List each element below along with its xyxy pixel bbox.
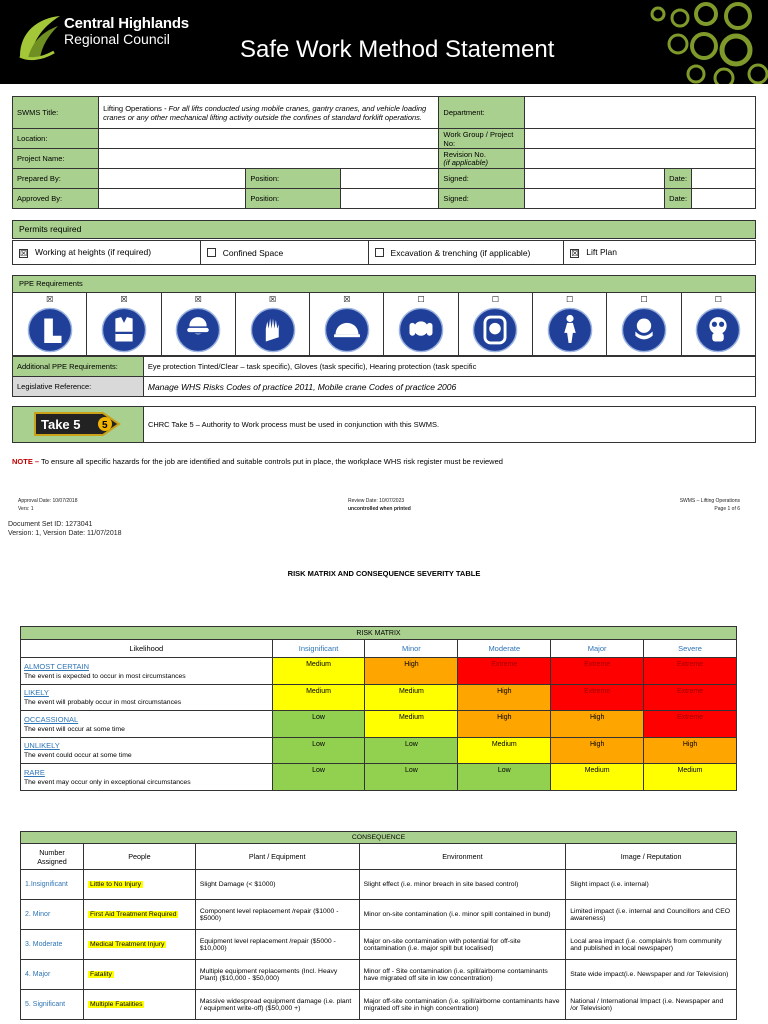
table-row bbox=[21, 960, 737, 990]
risk-rating-cell: High bbox=[458, 684, 551, 711]
additional-ppe-value: Eye protection Tinted/Clear – task specific), Gloves (task specific), Hearing protection (task specific bbox=[143, 357, 755, 377]
likelihood-name[interactable]: ALMOST CERTAIN bbox=[24, 661, 90, 671]
risk-rating-cell: Low bbox=[272, 737, 365, 764]
take5-logo bbox=[13, 407, 144, 443]
risk-rating-cell: High bbox=[551, 711, 644, 738]
location-label: Location: bbox=[13, 129, 99, 149]
likelihood-cell bbox=[21, 764, 273, 791]
hard-hat-icon bbox=[310, 307, 383, 353]
people-impact: Fatality bbox=[83, 960, 195, 990]
risk-rating-cell: Extreme bbox=[644, 684, 737, 711]
likelihood-cell bbox=[21, 711, 273, 738]
permit-item[interactable]: Excavation & trenching (if applicable) bbox=[368, 241, 564, 265]
risk-rating-cell: High bbox=[365, 658, 458, 685]
people-impact: Medical Treatment Injury bbox=[83, 930, 195, 960]
ppe-item[interactable] bbox=[607, 293, 681, 356]
page-title: Safe Work Method Statement bbox=[240, 36, 555, 63]
table-row bbox=[21, 737, 737, 764]
consequence-column-header: Insignificant bbox=[272, 640, 365, 658]
footer-review: Review Date: 10/07/2023 bbox=[348, 498, 405, 504]
consequence-column-header: People bbox=[83, 844, 195, 870]
risk-rating-cell: Extreme bbox=[458, 658, 551, 685]
people-impact: Little to No Injury bbox=[83, 870, 195, 900]
take5-text: CHRC Take 5 – Authority to Work process must be used in conjunction with this SWMS. bbox=[143, 407, 755, 443]
permit-item[interactable]: ☒ Lift Plan bbox=[564, 241, 756, 265]
prepared-by-field[interactable] bbox=[99, 169, 246, 189]
ppe-table bbox=[12, 292, 756, 356]
risk-rating-cell: Medium bbox=[365, 684, 458, 711]
signed-label: Signed: bbox=[439, 169, 524, 189]
people-impact: Multiple Fatalities bbox=[83, 990, 195, 1020]
consequence-table bbox=[20, 831, 737, 1020]
table-row bbox=[21, 930, 737, 960]
consequence-heading: CONSEQUENCE bbox=[21, 832, 737, 844]
ppe-item[interactable] bbox=[87, 293, 161, 356]
permits-table bbox=[12, 240, 756, 265]
risk-rating-cell: Low bbox=[458, 764, 551, 791]
council-name-line2: Regional Council bbox=[64, 31, 170, 47]
checkbox-icon[interactable]: ☒ bbox=[46, 295, 54, 304]
consequence-column-header: Major bbox=[551, 640, 644, 658]
document-header bbox=[0, 0, 768, 84]
signed-field[interactable] bbox=[524, 169, 664, 189]
permit-item[interactable]: ☒ Working at heights (if required) bbox=[13, 241, 201, 265]
reputation-impact: Limited impact (i.e. internal and Councillors and CEO awareness) bbox=[566, 900, 737, 930]
take5-table bbox=[12, 406, 756, 443]
environment-impact: Slight effect (i.e. minor breach in site based control) bbox=[359, 870, 566, 900]
footer-page: Page 1 of 6 bbox=[714, 506, 740, 512]
risk-matrix-heading: RISK MATRIX bbox=[21, 627, 737, 640]
dust-mask-icon bbox=[607, 307, 680, 353]
table-row bbox=[21, 684, 737, 711]
risk-rating-cell: Medium bbox=[365, 711, 458, 738]
ppe-item[interactable] bbox=[681, 293, 755, 356]
likelihood-description: The event may occur only in exceptional circumstances bbox=[24, 778, 191, 786]
footer-version: Vers: 1 bbox=[18, 506, 34, 512]
revision-label: Revision No. (if applicable) bbox=[439, 149, 524, 169]
project-name-field[interactable] bbox=[99, 149, 439, 169]
gloves-icon bbox=[236, 307, 309, 353]
plant-impact: Component level replacement /repair ($1000 - $5000) bbox=[195, 900, 359, 930]
plant-impact: Equipment level replacement /repair ($5000 - $10,000) bbox=[195, 930, 359, 960]
position-label: Position: bbox=[246, 189, 341, 209]
footer-uncontrolled: uncontrolled when printed bbox=[348, 506, 411, 512]
date-field[interactable] bbox=[692, 189, 756, 209]
likelihood-name[interactable]: UNLIKELY bbox=[24, 741, 60, 751]
likelihood-description: The event will probably occur in most circumstances bbox=[24, 699, 182, 707]
environment-impact: Major on-site contamination with potential for off-site contamination (i.e. major spill but localised) bbox=[359, 930, 566, 960]
date-label: Date: bbox=[665, 169, 692, 189]
risk-rating-cell: Medium bbox=[551, 764, 644, 791]
hi-vis-vest-icon bbox=[87, 307, 160, 353]
checkbox-icon[interactable]: ☒ bbox=[120, 295, 128, 304]
checkbox-icon[interactable]: ☐ bbox=[640, 295, 648, 304]
risk-rating-cell: Medium bbox=[272, 684, 365, 711]
legislative-value: Manage WHS Risks Codes of practice 2011, Mobile crane Codes of practice 2006 bbox=[143, 377, 755, 397]
checkbox-icon[interactable] bbox=[375, 248, 384, 257]
checkbox-icon[interactable]: ☒ bbox=[194, 295, 202, 304]
reputation-impact: Local area impact (i.e. complain/s from community and published in local newspaper) bbox=[566, 930, 737, 960]
ppe-item[interactable] bbox=[533, 293, 607, 356]
swms-info-table bbox=[12, 96, 756, 209]
date-field[interactable] bbox=[692, 169, 756, 189]
legislative-label: Legislative Reference: bbox=[13, 377, 144, 397]
permit-item[interactable]: Confined Space bbox=[200, 241, 368, 265]
position-label: Position: bbox=[246, 169, 341, 189]
risk-rating-cell: Extreme bbox=[551, 684, 644, 711]
ppe-item[interactable] bbox=[458, 293, 532, 356]
face-shield-icon bbox=[459, 307, 532, 353]
ppe-additional-table bbox=[12, 356, 756, 397]
risk-matrix-table bbox=[20, 626, 737, 791]
reputation-impact: Slight impact (i.e. internal) bbox=[566, 870, 737, 900]
table-row bbox=[21, 870, 737, 900]
project-name-label: Project Name: bbox=[13, 149, 99, 169]
checkbox-icon[interactable]: ☒ bbox=[20, 249, 28, 258]
risk-rating-cell: High bbox=[644, 737, 737, 764]
document-id: Document Set ID: 1273041 Version: 1, Version Date: 11/07/2018 bbox=[8, 521, 122, 537]
likelihood-description: The event will occur at some time bbox=[24, 725, 125, 733]
signed-field[interactable] bbox=[524, 189, 664, 209]
table-row bbox=[21, 658, 737, 685]
reputation-impact: National / International Impact (i.e. Newspaper and /or Television) bbox=[566, 990, 737, 1020]
workgroup-label: Work Group / Project No: bbox=[439, 129, 524, 149]
risk-rating-cell: Low bbox=[272, 764, 365, 791]
consequence-level: 4. Major bbox=[21, 960, 84, 990]
workgroup-field[interactable] bbox=[524, 129, 755, 149]
checkbox-icon[interactable] bbox=[207, 248, 216, 257]
position-field[interactable] bbox=[341, 169, 439, 189]
svg-text:5: 5 bbox=[101, 419, 108, 431]
consequence-column-header: Environment bbox=[359, 844, 566, 870]
risk-matrix-section-title: RISK MATRIX AND CONSEQUENCE SEVERITY TABLE bbox=[287, 569, 481, 578]
signed-label: Signed: bbox=[439, 189, 524, 209]
council-name-line1: Central Highlands bbox=[64, 15, 189, 32]
safety-boots-icon bbox=[13, 307, 86, 353]
footer-swms: SWMS – Lifting Operations bbox=[679, 498, 740, 504]
ppe-heading: PPE Requirements bbox=[12, 275, 756, 293]
risk-rating-cell: Medium bbox=[644, 764, 737, 791]
risk-rating-cell: Low bbox=[365, 737, 458, 764]
ppe-item[interactable] bbox=[310, 293, 384, 356]
environment-impact: Minor on-site contamination (i.e. minor spill contained in bund) bbox=[359, 900, 566, 930]
risk-rating-cell: High bbox=[458, 711, 551, 738]
environment-impact: Minor off - Site contamination (i.e. spill/airborne contaminants have migrated off site in low concentration) bbox=[359, 960, 566, 990]
risk-rating-cell: Low bbox=[272, 711, 365, 738]
consequence-level: 2. Minor bbox=[21, 900, 84, 930]
ear-protection-icon bbox=[384, 307, 457, 353]
checkbox-icon[interactable]: ☐ bbox=[566, 295, 574, 304]
checkbox-icon[interactable]: ☒ bbox=[268, 295, 277, 304]
risk-rating-cell: Extreme bbox=[644, 711, 737, 738]
ppe-item[interactable] bbox=[235, 293, 309, 356]
department-label: Department: bbox=[439, 97, 524, 129]
approved-by-field[interactable] bbox=[99, 189, 246, 209]
swms-title-value: Lifting Operations - For all lifts conducted using mobile cranes, gantry cranes, and vehicle loading cranes or any other mechanical lifting activity outside the confines of standard forklift operations. bbox=[99, 97, 439, 129]
safety-harness-icon bbox=[533, 307, 606, 353]
consequence-level: 3. Moderate bbox=[21, 930, 84, 960]
table-row bbox=[21, 900, 737, 930]
table-row bbox=[21, 764, 737, 791]
plant-impact: Multiple equipment replacements (Incl. Heavy Plant) ($10,000 - $50,000) bbox=[195, 960, 359, 990]
risk-rating-cell: Medium bbox=[272, 658, 365, 685]
consequence-column-header: Plant / Equipment bbox=[195, 844, 359, 870]
checkbox-icon[interactable]: ☐ bbox=[714, 295, 722, 304]
risk-rating-cell: Low bbox=[365, 764, 458, 791]
plant-impact: Slight Damage (< $1000) bbox=[195, 870, 359, 900]
take5-logo-icon bbox=[33, 410, 123, 438]
approved-by-label: Approved By: bbox=[13, 189, 99, 209]
note-text: NOTE – To ensure all specific hazards for the job are identified and suitable controls put in place, the workplace WHS risk register must be reviewed bbox=[12, 457, 503, 466]
risk-rating-cell: Medium bbox=[458, 737, 551, 764]
likelihood-header: Likelihood bbox=[21, 640, 273, 658]
consequence-column-header: Moderate bbox=[458, 640, 551, 658]
position-field[interactable] bbox=[341, 189, 439, 209]
revision-field[interactable] bbox=[524, 149, 755, 169]
plant-impact: Massive widespread equipment damage (i.e. plant / equipment write-off) ($50,000 +) bbox=[195, 990, 359, 1020]
date-label: Date: bbox=[665, 189, 692, 209]
likelihood-name[interactable]: LIKELY bbox=[24, 688, 49, 698]
checkbox-icon[interactable]: ☒ bbox=[571, 249, 579, 258]
consequence-column-header: Severe bbox=[644, 640, 737, 658]
checkbox-icon[interactable]: ☒ bbox=[343, 295, 351, 304]
prepared-by-label: Prepared By: bbox=[13, 169, 99, 189]
svg-text:Take 5: Take 5 bbox=[40, 416, 81, 432]
decorative-rings-icon bbox=[638, 0, 768, 84]
ppe-item[interactable] bbox=[13, 293, 87, 356]
likelihood-name[interactable]: RARE bbox=[24, 767, 45, 777]
likelihood-cell bbox=[21, 737, 273, 764]
department-field[interactable] bbox=[524, 97, 755, 129]
risk-rating-cell: High bbox=[551, 737, 644, 764]
permits-heading: Permits required bbox=[12, 220, 756, 239]
swms-title-label: SWMS Title: bbox=[13, 97, 99, 129]
likelihood-cell bbox=[21, 684, 273, 711]
likelihood-description: The event is expected to occur in most circumstances bbox=[24, 672, 186, 680]
table-row bbox=[21, 711, 737, 738]
risk-rating-cell: Extreme bbox=[644, 658, 737, 685]
consequence-level: 1.Insignificant bbox=[21, 870, 84, 900]
eye-protection-icon bbox=[162, 307, 235, 353]
environment-impact: Major off-site contamination (i.e. spill/airborne contaminants have migrated off site in high concentration) bbox=[359, 990, 566, 1020]
additional-ppe-label: Additional PPE Requirements: bbox=[13, 357, 144, 377]
respirator-icon bbox=[682, 307, 755, 353]
consequence-column-header: Image / Reputation bbox=[566, 844, 737, 870]
table-row bbox=[21, 990, 737, 1020]
council-logo-icon bbox=[14, 12, 64, 64]
reputation-impact: State wide impact(i.e. Newspaper and /or Television) bbox=[566, 960, 737, 990]
likelihood-description: The event could occur at some time bbox=[24, 752, 132, 760]
risk-rating-cell: Extreme bbox=[551, 658, 644, 685]
location-field[interactable] bbox=[99, 129, 439, 149]
consequence-level: 5. Significant bbox=[21, 990, 84, 1020]
people-impact: First Aid Treatment Required bbox=[83, 900, 195, 930]
checkbox-icon[interactable]: ☐ bbox=[417, 295, 425, 304]
checkbox-icon[interactable]: ☐ bbox=[491, 295, 500, 304]
consequence-column-header: Number Assigned bbox=[21, 844, 84, 870]
likelihood-name[interactable]: OCCASSIONAL bbox=[24, 714, 79, 724]
ppe-item[interactable] bbox=[161, 293, 235, 356]
footer-approval: Approval Date: 10/07/2018 bbox=[18, 498, 78, 504]
consequence-column-header: Minor bbox=[365, 640, 458, 658]
likelihood-cell bbox=[21, 658, 273, 685]
ppe-item[interactable] bbox=[384, 293, 458, 356]
